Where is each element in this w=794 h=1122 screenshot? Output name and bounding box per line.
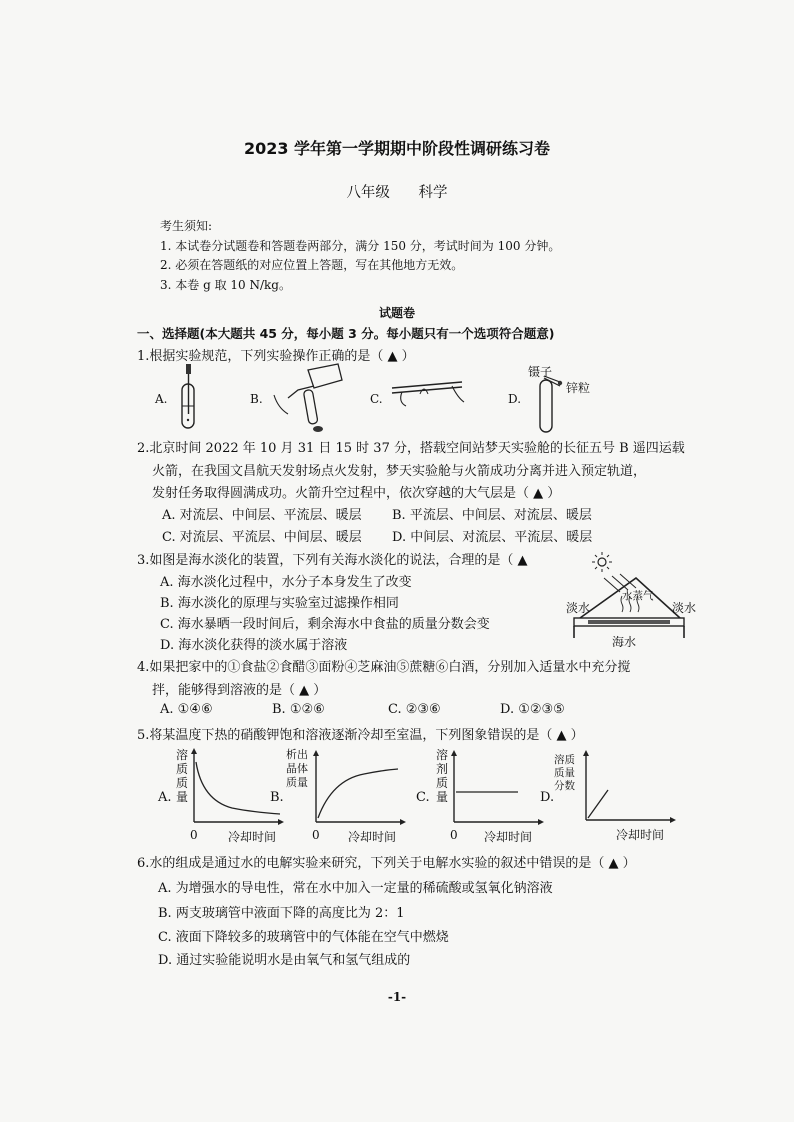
q5-c-ylabel-char: 量 — [436, 790, 449, 804]
page-number: -1- — [387, 990, 407, 1004]
q5-a-ylabel-char: 溶 — [176, 748, 189, 762]
question-2-line-2: 火箭，在我国文昌航天发射场点火发射，梦天实验舱与火箭成功分离并进入预定轨道， — [152, 464, 647, 479]
notice-item-2: 2. 必须在答题纸的对应位置上答题，写在其他地方无效。 — [160, 258, 464, 272]
question-4-line-1: 4.如果把家中的①食盐②食醋③面粉④芝麻油⑤蔗糖⑥白酒，分别加入适量水中充分搅 — [137, 660, 631, 675]
q5-c-ylabel — [436, 748, 450, 804]
q5-c-ylabel-char: 剂 — [436, 762, 449, 776]
section-heading: 一、选择题(本大题共 45 分，每小题 3 分。每小题只有一个选项符合题意) — [137, 326, 555, 341]
question-3-stem: 3.如图是海水淡化的装置，下列有关海水淡化的说法，合理的是（ ▲ — [137, 553, 528, 568]
q3-label-sea: 海水 — [612, 635, 637, 649]
question-6-stem: 6.水的组成是通过水的电解实验来研究，下列关于电解水实验的叙述中错误的是（ ▲ ） — [137, 856, 636, 871]
q6-option-a: A. 为增强水的导电性，常在水中加入一定量的稀硫酸或氢氧化钠溶液 — [158, 881, 553, 896]
q5-option-b: B. — [270, 790, 284, 805]
q5-c-origin: 0 — [450, 828, 458, 842]
q5-b-ylabel-line: 析出 — [286, 748, 308, 761]
question-2-line-1: 2.北京时间 2022 年 10 月 31 日 15 时 37 分，搭载空间站梦天实验舱的长征五号 B 遥四运载 — [137, 441, 685, 456]
question-4-line-2: 拌，能够得到溶液的是（ ▲ ） — [152, 683, 327, 698]
q5-b-ylabel-line: 质量 — [286, 776, 308, 789]
subject-label: 科学 — [418, 185, 448, 201]
q5-a-origin: 0 — [190, 828, 198, 842]
q5-d-ylabel — [554, 754, 580, 793]
q5-graph-c — [452, 750, 544, 828]
q4-option-c: C. ②③⑥ — [388, 702, 441, 717]
page-title: 2023 学年第一学期期中阶段性调研练习卷 — [243, 139, 551, 158]
q5-graph-b — [314, 750, 406, 828]
q3-option-d: D. 海水淡化获得的淡水属于溶液 — [160, 638, 348, 653]
question-1-stem: 1.根据实验规范，下列实验操作正确的是（ ▲ ） — [137, 349, 415, 364]
q1-option-a: A. — [155, 392, 168, 406]
q3-option-a: A. 海水淡化过程中，水分子本身发生了改变 — [160, 575, 412, 590]
q5-option-c: C. — [416, 790, 430, 805]
q1-option-b: B. — [250, 392, 263, 406]
q5-option-a: A. — [158, 790, 172, 805]
q2-option-a: A. 对流层、中间层、平流层、暖层 — [162, 508, 362, 523]
q5-graph-a — [192, 748, 284, 828]
q4-option-b: B. ①②⑥ — [272, 702, 325, 717]
q2-option-d: D. 中间层、对流层、平流层、暖层 — [392, 530, 593, 545]
q2-option-b: B. 平流层、中间层、对流层、暖层 — [392, 508, 592, 523]
q2-option-c: C. 对流层、平流层、中间层、暖层 — [162, 530, 362, 545]
notice-item-3: 3. 本卷 g 取 10 N/kg。 — [160, 278, 291, 292]
q5-a-ylabel-char: 质 — [176, 762, 189, 776]
q3-label-vapor: 水蒸气 — [622, 590, 654, 602]
q4-option-d: D. ①②③⑤ — [500, 702, 565, 717]
q4-option-a: A. ①④⑥ — [160, 702, 213, 717]
q5-a-ylabel — [176, 748, 190, 804]
q5-d-ylabel-line: 溶质 — [554, 754, 575, 766]
q5-c-ylabel-char: 溶 — [436, 748, 449, 762]
notice-heading: 考生须知: — [160, 219, 213, 233]
paper-label: 试题卷 — [378, 306, 415, 320]
question-2-line-3: 发射任务取得圆满成功。火箭升空过程中，依次穿越的大气层是（ ▲ ） — [152, 486, 561, 501]
q5-option-d: D. — [540, 790, 555, 805]
q5-d-xlabel: 冷却时间 — [616, 828, 665, 842]
notice-item-1: 1. 本试卷分试题卷和答题卷两部分，满分 150 分，考试时间为 100 分钟。 — [160, 239, 561, 253]
question-5-stem: 5.将某温度下热的硝酸钾饱和溶液逐渐冷却至室温，下列图象错误的是（ ▲ ） — [137, 728, 584, 743]
q5-c-ylabel-char: 质 — [436, 776, 449, 790]
q3-label-fresh-right: 淡水 — [672, 601, 697, 615]
q5-b-ylabel — [286, 748, 312, 790]
q1-label-zinc: 锌粒 — [566, 381, 591, 395]
q1-figure-b — [268, 360, 353, 435]
q3-option-b: B. 海水淡化的原理与实验室过滤操作相同 — [160, 596, 399, 611]
page-subtitle — [0, 181, 794, 202]
grade-label: 八年级 — [346, 185, 390, 201]
q5-d-ylabel-line: 质量 — [554, 767, 575, 779]
q5-b-origin: 0 — [312, 828, 320, 842]
q5-b-xlabel: 冷却时间 — [348, 830, 397, 844]
q5-a-ylabel-char: 量 — [176, 790, 189, 804]
q1-figure-c — [384, 372, 474, 412]
q5-c-xlabel: 冷却时间 — [484, 830, 533, 844]
q5-a-xlabel: 冷却时间 — [228, 830, 277, 844]
q6-option-c: C. 液面下降较多的玻璃管中的气体能在空气中燃烧 — [158, 930, 449, 945]
q6-option-b: B. 两支玻璃管中液面下降的高度比为 2：1 — [158, 906, 405, 921]
q5-d-ylabel-line: 分数 — [554, 780, 575, 792]
q6-option-d: D. 通过实验能说明水是由氧气和氢气组成的 — [158, 953, 411, 968]
q5-a-ylabel-char: 质 — [176, 776, 189, 790]
q1-label-tweezers: 镊子 — [528, 365, 553, 379]
q1-option-d: D. — [508, 392, 522, 406]
q1-figure-a — [172, 362, 212, 432]
q1-option-c: C. — [370, 392, 383, 406]
q5-graph-d — [584, 750, 676, 826]
q3-label-fresh-left: 淡水 — [566, 601, 591, 615]
q5-b-ylabel-line: 晶体 — [286, 762, 308, 775]
q3-option-c: C. 海水暴晒一段时间后，剩余海水中食盐的质量分数会变 — [160, 617, 490, 632]
